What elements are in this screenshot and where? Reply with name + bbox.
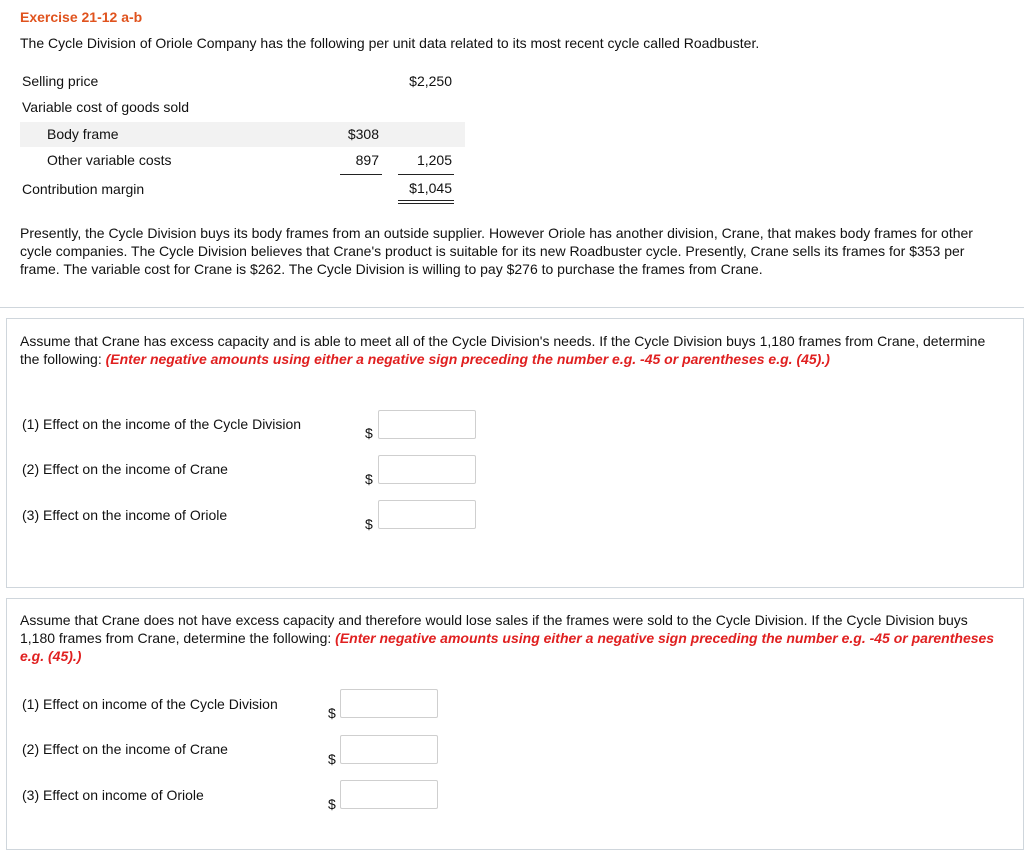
part-a-q2-input[interactable] — [378, 455, 476, 484]
part-a-q3-label: (3) Effect on the income of Oriole — [22, 507, 228, 523]
other-variable-costs-value: 897 — [355, 152, 379, 168]
part-b-q3-label: (3) Effect on income of Oriole — [22, 787, 204, 803]
part-b-q3-input[interactable] — [340, 780, 438, 809]
part-b-q1-label: (1) Effect on income of the Cycle Division — [22, 696, 278, 712]
part-b-instruction: (Enter negative amounts using either a negative sign preceding the number e.g. -45 or parentheses e.g. (45).) — [20, 630, 995, 664]
body-frame-label: Body frame — [47, 126, 119, 142]
part-a-q3-currency: $ — [365, 516, 373, 532]
part-b-q2-currency: $ — [328, 751, 336, 767]
double-rule-bottom — [398, 203, 454, 204]
part-a-q2-currency: $ — [365, 471, 373, 487]
part-b-prompt-text: Assume that Crane does not have excess capacity and therefore would lose sales if the frames were sold to the Cycle Division. If the Cycle Division buys 1,180 frames from Crane, determine the following: — [20, 612, 968, 646]
scenario-text: Presently, the Cycle Division buys its body frames from an outside supplier. However Oriole has another division, Crane, that makes body frames for other cycle companies. The Cycle Division believes that Crane's product is suitable for its new Roadbuster cycle. Presently, Crane sells its frames for $353 per frame. The variable cost for Crane is $262. The Cycle Division is willing to pay $276 to purchase the frames from Crane. — [20, 225, 973, 277]
part-a-prompt-text: Assume that Crane has excess capacity and is able to meet all of the Cycle Division's needs. If the Cycle Division buys 1,180 frames from Crane, determine the following: — [20, 333, 986, 367]
part-a-q2-label: (2) Effect on the income of Crane — [22, 461, 228, 477]
exercise-title: Exercise 21-12 a-b — [20, 9, 143, 25]
part-a-instruction: (Enter negative amounts using either a negative sign preceding the number e.g. -45 or parentheses e.g. (45).) — [105, 351, 830, 367]
part-a-q1-currency: $ — [365, 425, 373, 441]
selling-price-value: $2,250 — [409, 73, 452, 89]
part-b-prompt — [20, 611, 995, 665]
variable-cost-total: 1,205 — [416, 152, 452, 168]
part-a-q1-input[interactable] — [378, 410, 476, 439]
other-variable-costs-label: Other variable costs — [47, 152, 172, 168]
exercise-intro: The Cycle Division of Oriole Company has the following per unit data related to its most recent cycle called Roadbuster. — [20, 35, 760, 51]
part-a-q1-label: (1) Effect on the income of the Cycle Division — [22, 416, 302, 432]
body-frame-value: $308 — [347, 126, 379, 142]
contribution-margin-label: Contribution margin — [22, 181, 145, 197]
part-a-q3-input[interactable] — [378, 500, 476, 529]
subtotal-rule — [340, 174, 382, 175]
part-b-q2-input[interactable] — [340, 735, 438, 764]
part-b-q1-input[interactable] — [340, 689, 438, 718]
total-rule — [398, 174, 454, 175]
part-b-q1-currency: $ — [328, 705, 336, 721]
part-b-q2-label: (2) Effect on the income of Crane — [22, 741, 228, 757]
section-divider — [0, 307, 1024, 308]
part-b-q3-currency: $ — [328, 796, 336, 812]
contribution-margin-value: $1,045 — [409, 180, 452, 196]
part-a-prompt — [20, 332, 995, 368]
selling-price-label: Selling price — [22, 73, 99, 89]
double-rule-top — [398, 200, 454, 201]
variable-cost-label: Variable cost of goods sold — [22, 99, 190, 115]
